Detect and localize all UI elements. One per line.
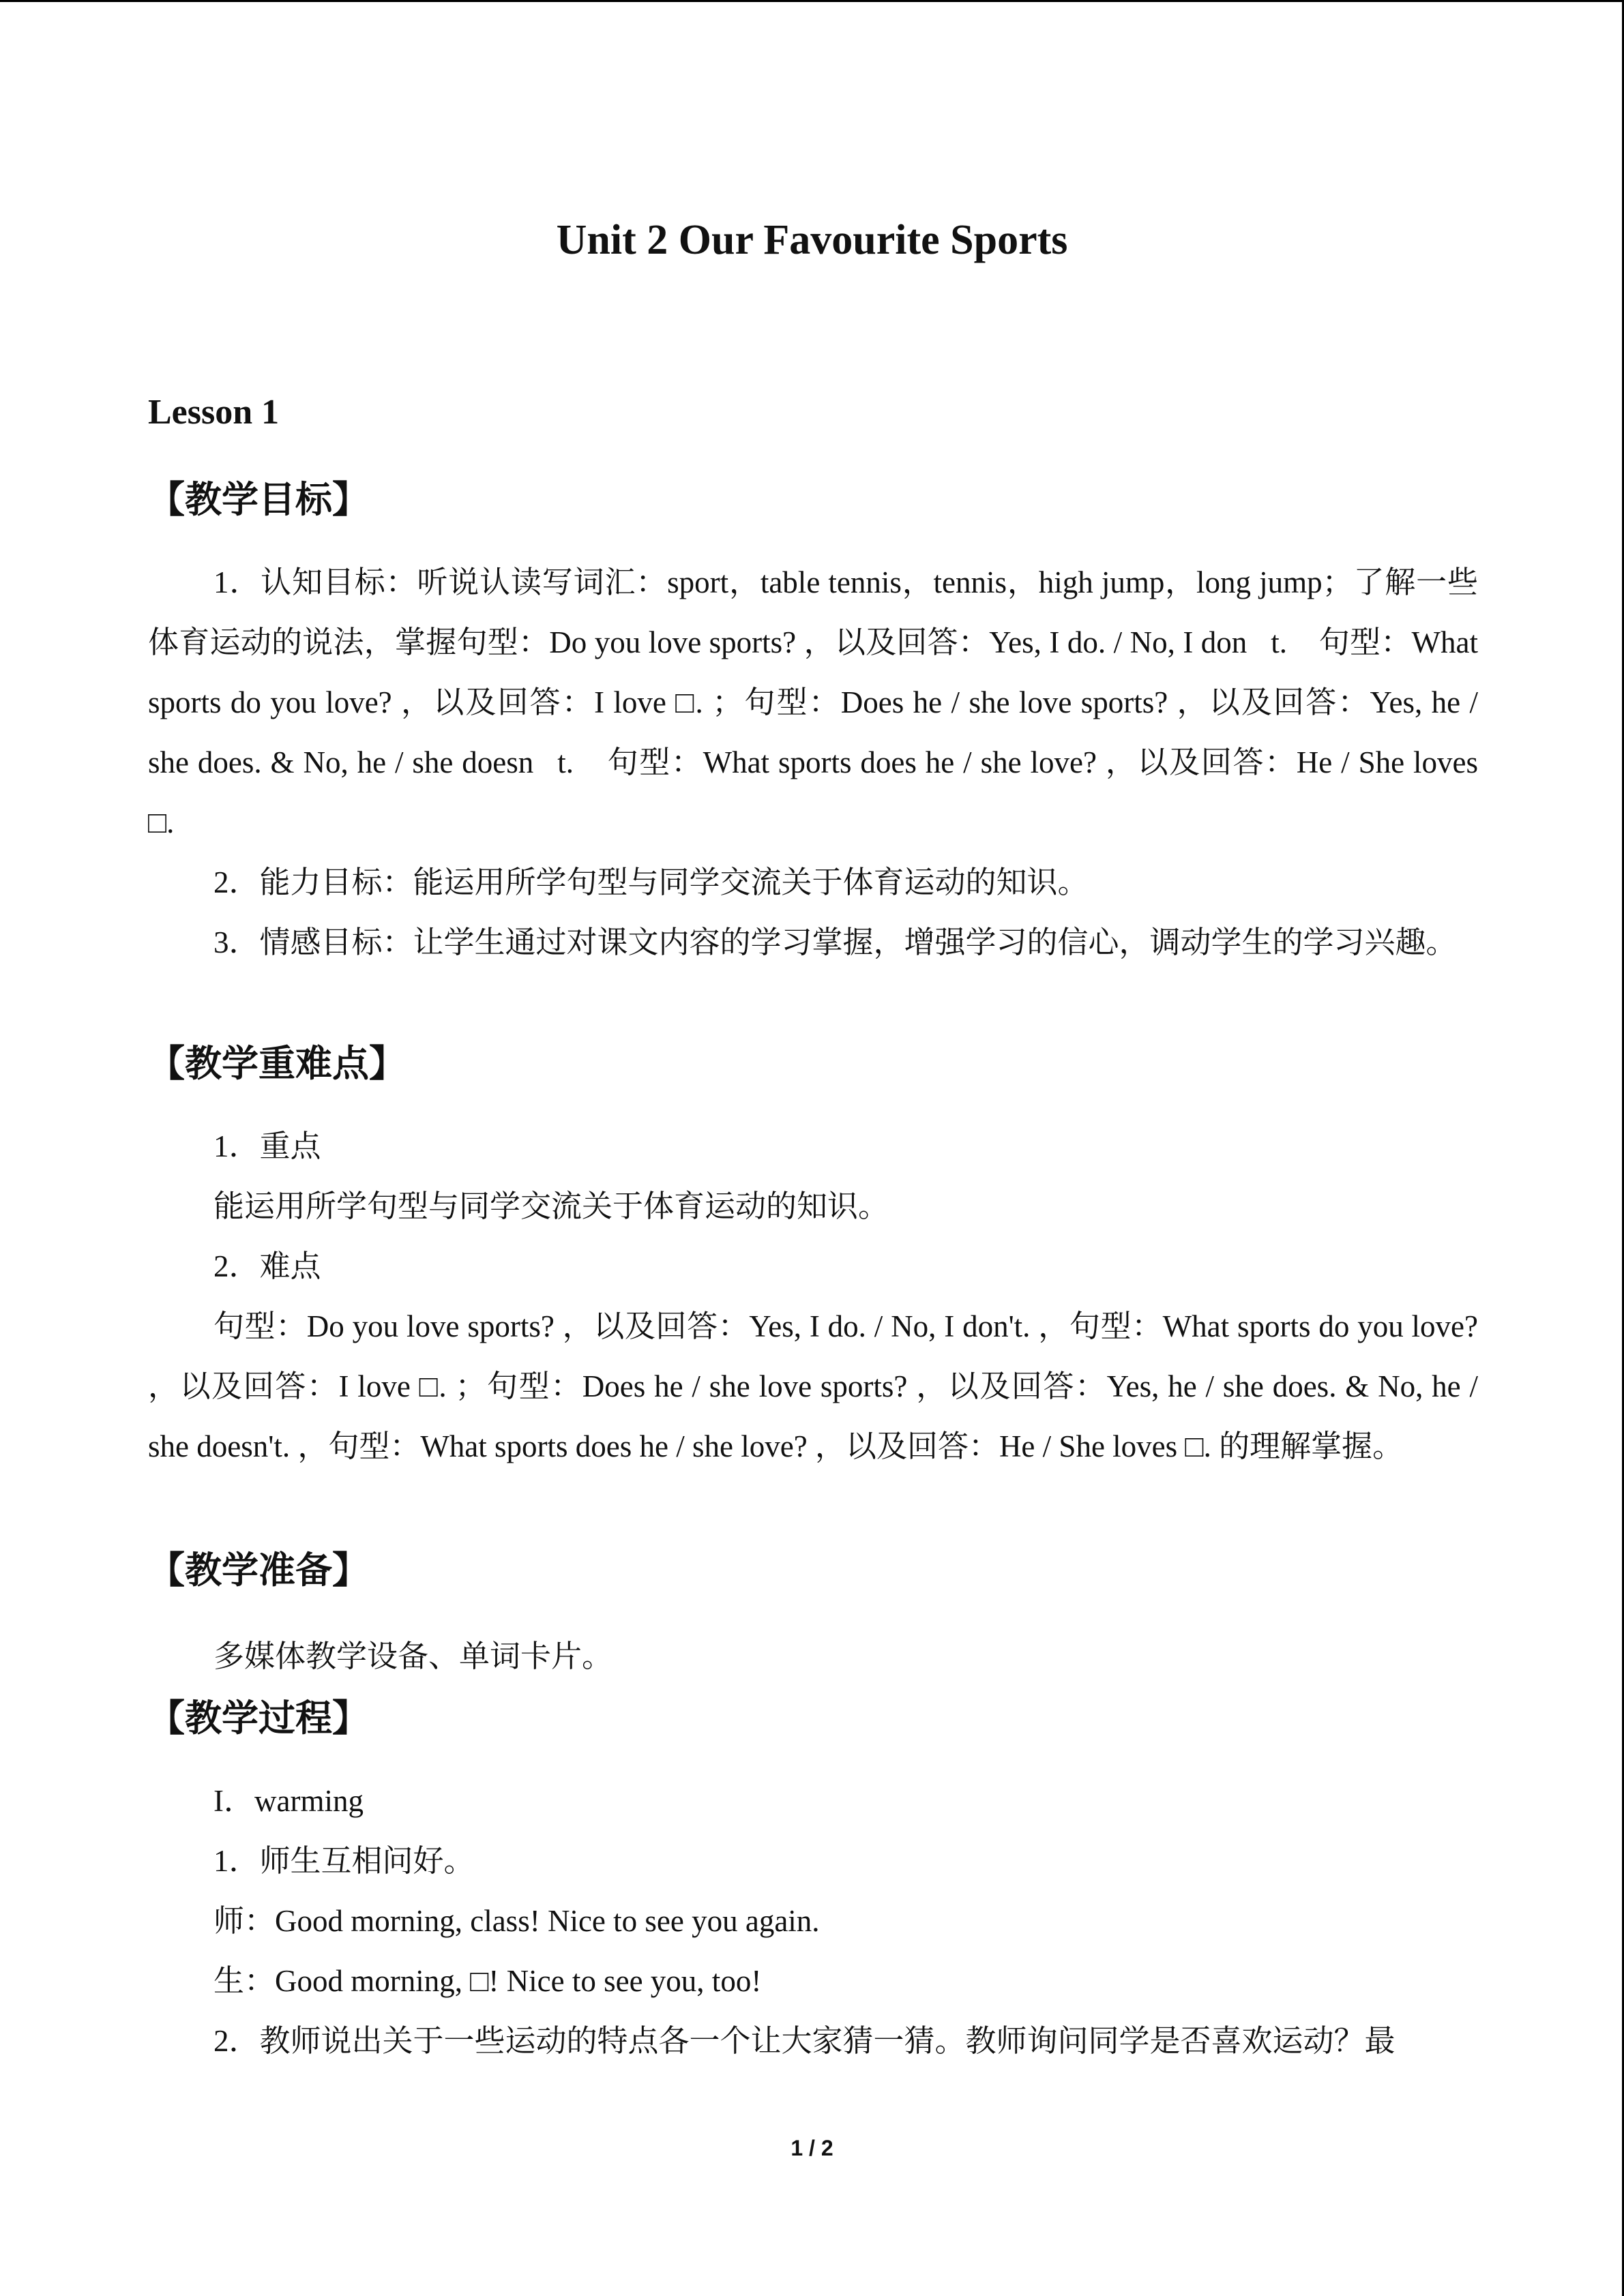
key-point-text: 能运用所学句型与同学交流关于体育运动的知识。 bbox=[213, 1189, 889, 1223]
lesson-heading: Lesson 1 bbox=[148, 393, 280, 432]
preparation-heading: 【教学准备】 bbox=[148, 1549, 369, 1592]
student-line: 生：Good morning, □! Nice to see you, too! bbox=[213, 1964, 762, 1998]
objectives-paragraph-1: 1．认知目标：听说认读写词汇：sport，table tennis，tennis，high jump，long jump；了解一些体育运动的说法，掌握句型：Do you love sports? ，以及回答：Yes, I do. / No, I don t. ，句型：What sports do you love? ，以及回答：I love □. ；句型：Does he / she love sports? ，以及回答：Yes, he / she does. & No, he / she doesn t. ，句型：What sports does he / she love? ，以及回答：He / She loves □. bbox=[148, 565, 1478, 839]
preparation-text: 多媒体教学设备、单词卡片。 bbox=[213, 1639, 613, 1673]
page-number: 1 / 2 bbox=[791, 2136, 833, 2160]
objectives-paragraph-2: 2．能力目标：能运用所学句型与同学交流关于体育运动的知识。 bbox=[213, 865, 1089, 899]
process-heading: 【教学过程】 bbox=[148, 1697, 369, 1740]
difficulty-label: 2．难点 bbox=[213, 1249, 321, 1283]
key-points-heading: 【教学重难点】 bbox=[148, 1042, 406, 1085]
teacher-line: 师：Good morning, class! Nice to see you again. bbox=[213, 1904, 820, 1938]
difficulty-text: 句型：Do you love sports? ，以及回答：Yes, I do. / No, I don't. ，句型：What sports do you love? ，以及回答：I love □. ；句型：Does he / she love sports? ，以及回答：Yes, he / she does. & No, he / she doesn't. ，句型：What sports does he / she love? ，以及回答：He / She loves □. 的理解掌握。 bbox=[148, 1309, 1478, 1463]
process-item-2: 2．教师说出关于一些运动的特点各一个让大家猜一猜。教师询问同学是否喜欢运动？最 bbox=[213, 2024, 1396, 2058]
key-point-label: 1．重点 bbox=[213, 1129, 321, 1163]
document-title: Unit 2 Our Favourite Sports bbox=[556, 217, 1068, 263]
objectives-heading: 【教学目标】 bbox=[148, 478, 369, 521]
process-item-1: 1．师生互相问好。 bbox=[213, 1844, 475, 1878]
objectives-paragraph-3: 3．情感目标：让学生通过对课文内容的学习掌握，增强学习的信心，调动学生的学习兴趣。 bbox=[213, 925, 1457, 959]
process-step-warming: I．warming bbox=[213, 1784, 364, 1818]
page-border-top bbox=[0, 0, 1624, 2]
